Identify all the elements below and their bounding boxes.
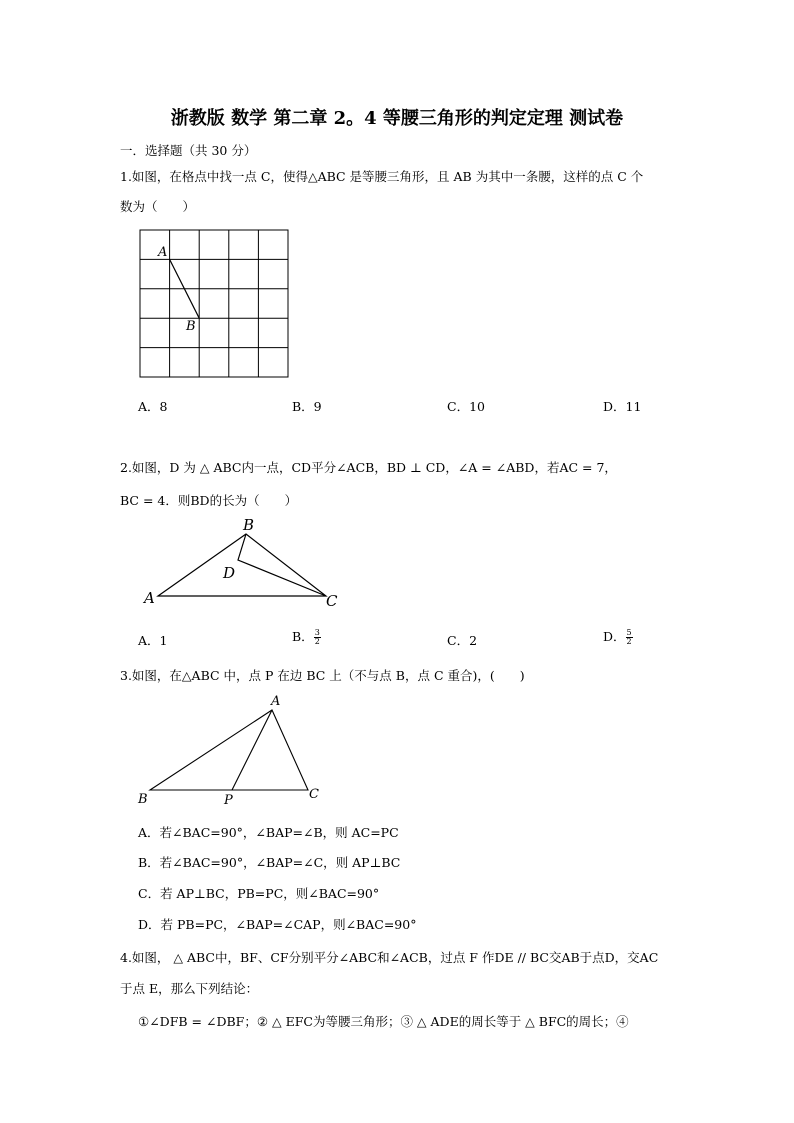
q2-option-b-fraction xyxy=(314,629,321,646)
q2-triangle-abc xyxy=(158,534,326,596)
q3-label-a: A xyxy=(271,694,281,709)
q2-option-b[interactable] xyxy=(292,627,321,646)
q2-option-d-prefix: D． xyxy=(603,629,626,644)
q2-label-d: D xyxy=(223,564,236,582)
q2-option-d-fraction xyxy=(626,629,633,646)
q3-option-c[interactable]: C．若 AP⊥BC，PB=PC，则∠BAC=90° xyxy=(138,886,380,901)
q2-segments-bdc xyxy=(238,534,326,596)
q2-label-c: C xyxy=(326,592,338,610)
q1-grid-figure xyxy=(130,222,300,387)
q2-option-d-numerator: 5 xyxy=(626,628,632,637)
q3-triangle-figure xyxy=(132,692,332,812)
q3-option-d[interactable]: D．若 PB=PC，∠BAP=∠CAP，则∠BAC=90° xyxy=(138,917,417,932)
q1-text-line2: 数为（ ） xyxy=(120,199,196,214)
q4-text-line2: 于点 E，那么下列结论： xyxy=(120,981,259,996)
q2-option-a[interactable]: A．1 xyxy=(138,633,168,648)
q2-option-d-denominator: 2 xyxy=(626,637,632,646)
q1-option-d[interactable]: D．11 xyxy=(603,399,642,414)
q2-text-line2: BC = 4．则BD的长为（ ） xyxy=(120,493,298,508)
q1-label-b: B xyxy=(186,319,196,334)
q2-label-b: B xyxy=(243,516,255,534)
q3-label-p: P xyxy=(224,793,233,808)
q2-option-c[interactable]: C．2 xyxy=(447,633,478,648)
q2-option-b-denominator: 2 xyxy=(314,637,320,646)
q1-option-a[interactable]: A．8 xyxy=(138,399,168,414)
q3-label-c: C xyxy=(309,787,319,802)
q3-label-b: B xyxy=(138,792,148,807)
q3-segment-ap xyxy=(232,710,272,790)
q3-option-a[interactable]: A．若∠BAC=90°，∠BAP=∠B，则 AC=PC xyxy=(138,825,399,840)
q1-text-line1: 1.如图，在格点中找一点 C，使得△ABC 是等腰三角形，且 AB 为其中一条腰，这样的点 C 个 xyxy=(120,169,644,184)
q2-option-b-numerator: 3 xyxy=(314,628,320,637)
q1-option-b[interactable]: B．9 xyxy=(292,399,322,414)
q2-option-b-prefix: B． xyxy=(292,629,314,644)
section-heading: 一．选择题（共 30 分） xyxy=(120,143,257,158)
q3-option-b[interactable]: B．若∠BAC=90°，∠BAP=∠C，则 AP⊥BC xyxy=(138,855,401,870)
q4-text-line1: 4.如图， △ ABC中，BF、CF分别平分∠ABC和∠ACB，过点 F 作DE // BC交AB于点D，交AC xyxy=(120,950,659,965)
q3-text-line1: 3.如图，在△ABC 中，点 P 在边 BC 上（不与点 B，点 C 重合)，( ) xyxy=(120,668,525,683)
q1-label-a: A xyxy=(158,245,168,260)
q2-label-a: A xyxy=(144,589,155,607)
q2-option-d[interactable] xyxy=(603,627,633,646)
q3-triangle-abc xyxy=(150,710,308,790)
page-title: 浙教版 数学 第二章 2。4 等腰三角形的判定定理 测试卷 xyxy=(170,108,624,129)
q4-text-line3: ①∠DFB = ∠DBF；② △ EFC为等腰三角形；③ △ ADE的周长等于 △ BFC的周长；④ xyxy=(138,1014,629,1029)
q2-triangle-figure xyxy=(138,514,348,614)
q2-text-line1: 2.如图，D 为 △ ABC内一点，CD平分∠ACB，BD ⊥ CD，∠A = ∠ABD，若AC = 7， xyxy=(120,460,617,475)
q1-option-c[interactable]: C．10 xyxy=(447,399,485,414)
